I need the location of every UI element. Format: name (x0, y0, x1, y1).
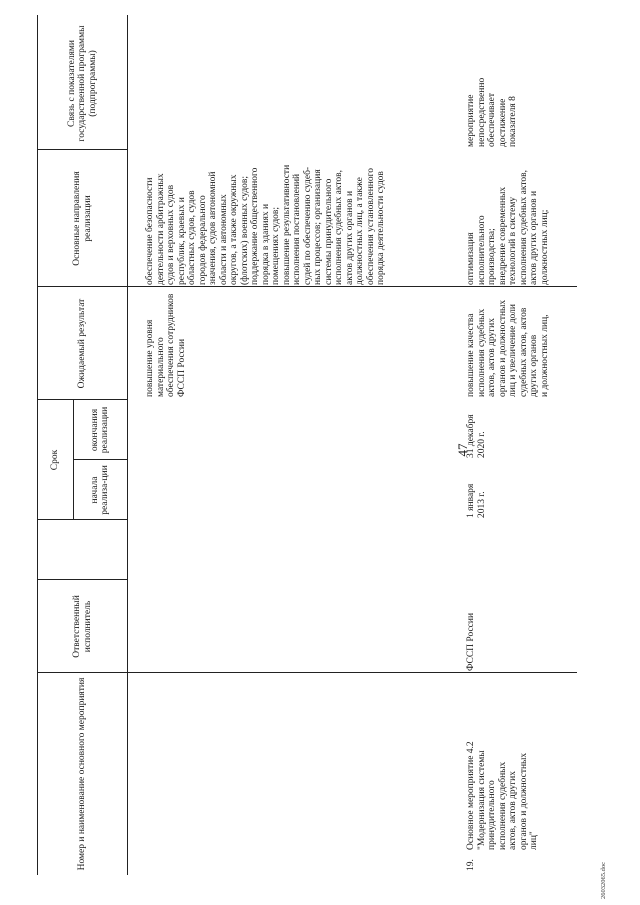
row-start-date: 1 января 2013 г. (466, 483, 487, 518)
header-number-name: Номер и наименование основного мероприятия (77, 677, 88, 871)
term-subheader-divider (73, 400, 74, 520)
table-header-bottom-border (127, 15, 128, 875)
header-term-start: начала реализа-ции (89, 465, 110, 515)
header-expected-result: Ожидаемый результат (77, 298, 88, 389)
header-executor: Ответственный исполнитель (72, 595, 93, 658)
header-directions: Основные направления реализации (72, 171, 93, 266)
row-executor: ФССП России (466, 612, 476, 671)
header-indicator-link: Связь с показателями государственной программы (подпрограммы) (66, 25, 98, 142)
header-term-end: окончания реализации (89, 406, 110, 454)
continued-directions: обеспечение безопасности деятельности арбитражных судов и верховных судов республик, краевых и областных судов, судов городов федерального значения, судов автономной области и автономных округов, а также окружных (флотских) военных судов; поддержание общественного порядка в зданиях и помещениях судов; повышение результативности исполнения постановлений судей по обеспечению судеб- ных процессов; организация системы принудительного исполнения судебных актов, актов других органов и должностных лиц, а также обеспечения установленного порядка деятельности судов (145, 164, 386, 285)
row-expected-result: повышение качества исполнения судебных актов, актов других органов и должностных лиц и увеличение доли судебных актов, актов других органов и должностных лиц, (466, 299, 550, 397)
row-indicator-link: мероприятие непосредственно обеспечивает достижение показателя 8 (466, 77, 518, 147)
row-directions: оптимизация исполнительного производства; внедрение современных технологий в систему исполнения судебных актов, актов других органов и должностных лиц; (466, 169, 550, 285)
page-number: 47 (455, 443, 470, 457)
row-end-date: 31 декабря 2020 г. (466, 414, 487, 458)
header-term: Срок (49, 449, 60, 471)
continued-expected-result: повышение уровня материального обеспечения сотрудников ФССП России (145, 293, 187, 397)
row-number: 19. (466, 859, 476, 871)
document-code: 26032065.doc (600, 861, 607, 899)
row-measure-name: Основное мероприятие 4.2 "Модернизация системы принудительного исполнения судебных актов, актов других органов и должностных лиц" (466, 741, 539, 850)
